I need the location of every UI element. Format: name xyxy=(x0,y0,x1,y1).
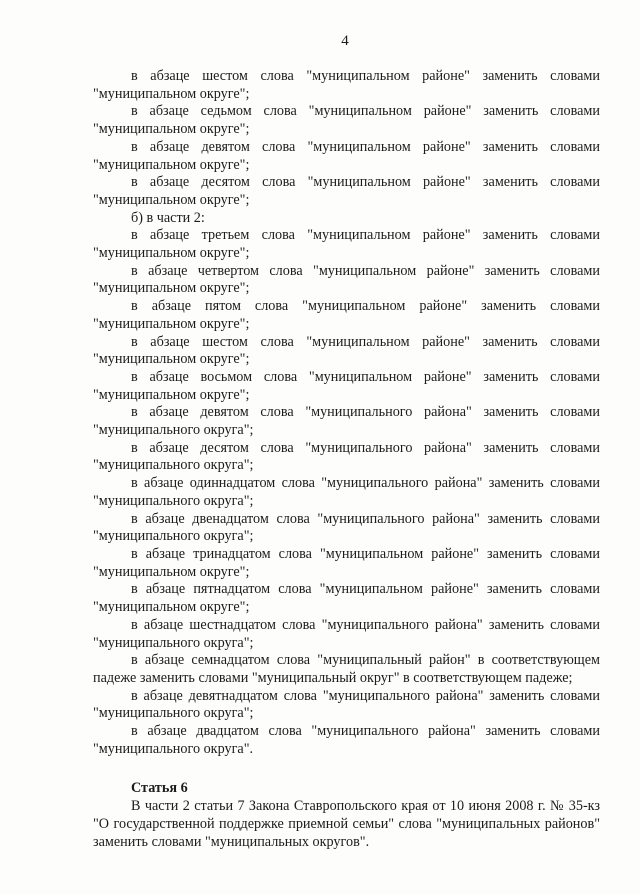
paragraph: в абзаце девятом слова "муниципального района" заменить словами "муниципального округа"; xyxy=(93,404,600,439)
paragraph: в абзаце шестом слова "муниципальном районе" заменить словами "муниципальном округе"; xyxy=(93,333,600,368)
paragraph: в абзаце третьем слова "муниципальном районе" заменить словами "муниципальном округе"; xyxy=(93,227,600,262)
paragraph: в абзаце пятнадцатом слова "муниципальном районе" заменить словами "муниципальном округе"; xyxy=(93,581,600,616)
paragraph: в абзаце шестнадцатом слова "муниципального района" заменить словами "муниципального округа"; xyxy=(93,616,600,651)
paragraph: в абзаце девятнадцатом слова "муниципального района" заменить словами "муниципального округа"; xyxy=(93,687,600,722)
paragraph: в абзаце шестом слова "муниципальном районе" заменить словами "муниципальном округе"; xyxy=(93,68,600,102)
paragraph: в абзаце двенадцатом слова "муниципального района" заменить словами "муниципального округа"; xyxy=(93,510,600,545)
article-text: В части 2 статьи 7 Закона Ставропольского края от 10 июня 2008 г. № 35-кз "О государственной поддержке приемной семьи" слова "муниципальных районов" заменить словами "муниципальных округов". xyxy=(93,798,600,850)
paragraph: в абзаце десятом слова "муниципальном районе" заменить словами "муниципальном округе"; xyxy=(93,174,600,208)
paragraph: в абзаце пятом слова "муниципальном районе" заменить словами "муниципальном округе"; xyxy=(93,298,600,332)
page-number: 4 xyxy=(341,33,349,49)
paragraph: в абзаце десятом слова "муниципального района" заменить словами "муниципального округа"; xyxy=(93,439,600,474)
paragraph: в абзаце восьмом слова "муниципальном районе" заменить словами "муниципальном округе"; xyxy=(93,368,600,403)
paragraph: в абзаце седьмом слова "муниципальном районе" заменить словами "муниципальном округе"; xyxy=(93,103,600,138)
article-heading: Статья 6 xyxy=(131,780,188,797)
paragraph: в абзаце двадцатом слова "муниципального района" заменить словами "муниципального округа". xyxy=(93,723,600,757)
paragraph: в абзаце семнадцатом слова "муниципальный район" в соответствующем падеже заменить словами "муниципальный округ" в соответствующем падеже; xyxy=(93,652,600,686)
paragraph: в абзаце тринадцатом слова "муниципальном районе" заменить словами "муниципальном округе"; xyxy=(93,545,600,580)
paragraph-subsection: б) в части 2: xyxy=(131,209,205,226)
document-body xyxy=(93,68,600,851)
paragraph: в абзаце одиннадцатом слова "муниципального района" заменить словами "муниципального округа"; xyxy=(93,475,600,509)
paragraph: в абзаце четвертом слова "муниципальном районе" заменить словами "муниципальном округе"; xyxy=(93,262,600,297)
paragraph: в абзаце девятом слова "муниципальном районе" заменить словами "муниципальном округе"; xyxy=(93,138,600,173)
